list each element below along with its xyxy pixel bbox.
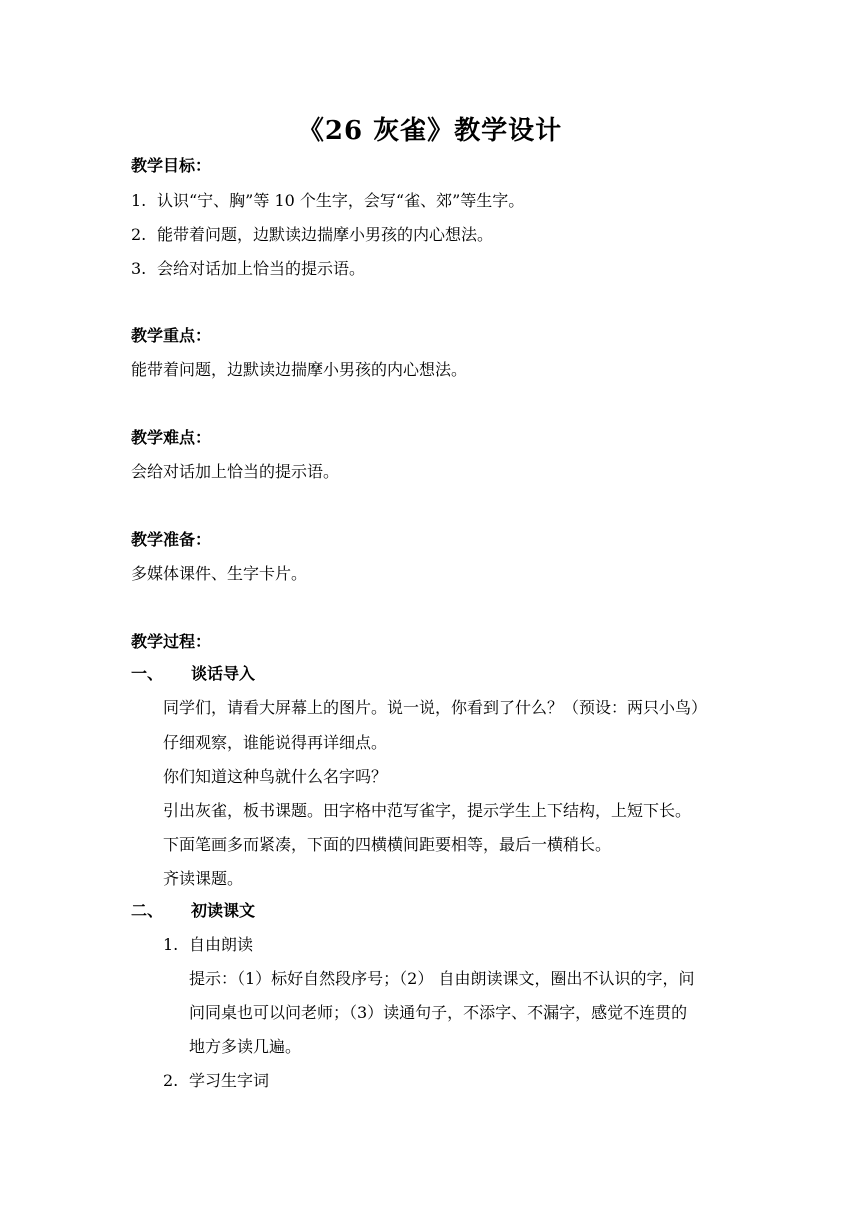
difficulty-heading: 教学难点： (131, 428, 212, 447)
preparation-heading: 教学准备： (131, 530, 212, 549)
goal-text: 会给对话加上恰当的提示语。 (157, 259, 366, 278)
section-1-line: 仔细观察，谁能说得再详细点。 (163, 733, 388, 752)
section-2-title: 初读课文 (191, 901, 256, 920)
goal-number: 1. (131, 191, 147, 210)
goal-text: 能带着问题，边默读边揣摩小男孩的内心想法。 (157, 225, 494, 244)
step-label: 学习生字词 (189, 1071, 270, 1090)
section-1-line: 同学们，请看大屏幕上的图片。说一说，你看到了什么？（预设：两只小鸟） (163, 698, 708, 717)
section-1-number: 一、 (131, 664, 164, 683)
step-2 (163, 1071, 269, 1091)
section-2-number: 二、 (131, 901, 164, 920)
step-label: 自由朗读 (189, 935, 254, 954)
process-heading: 教学过程： (131, 632, 212, 651)
key-point-text: 能带着问题，边默读边揣摩小男孩的内心想法。 (131, 360, 468, 379)
goal-item-3 (131, 259, 365, 279)
step-number: 1. (163, 935, 179, 954)
goal-number: 3. (131, 259, 147, 278)
section-1-line: 你们知道这种鸟就什么名字吗？ (163, 767, 388, 786)
document-title: 《26 灰雀》教学设计 (297, 116, 563, 146)
goal-item-1 (131, 191, 524, 211)
goal-text: 认识“宁、胸”等 10 个生字，会写“雀、郊”等生字。 (157, 191, 525, 210)
section-1-line: 引出灰雀，板书课题。田字格中范写雀字，提示学生上下结构，上短下长。 (163, 801, 692, 820)
goal-item-2 (131, 225, 493, 245)
preparation-text: 多媒体课件、生字卡片。 (131, 564, 308, 583)
step-1-hint-line: 地方多读几遍。 (189, 1037, 302, 1056)
step-number: 2. (163, 1071, 179, 1090)
section-1-line: 齐读课题。 (163, 869, 244, 888)
step-1-hint-line: 提示：（1）标好自然段序号；（2） 自由朗读课文，圈出不认识的字，问 (189, 969, 695, 988)
section-1-line: 下面笔画多而紧凑，下面的四横横间距要相等，最后一横稍长。 (163, 835, 612, 854)
goals-heading: 教学目标： (131, 156, 212, 175)
step-1-hint-line: 问同桌也可以问老师；（3）读通句子，不添字、不漏字，感觉不连贯的 (189, 1003, 688, 1022)
step-1 (163, 935, 253, 955)
section-1-title: 谈话导入 (191, 664, 256, 683)
key-point-heading: 教学重点： (131, 326, 212, 345)
goal-number: 2. (131, 225, 147, 244)
difficulty-text: 会给对话加上恰当的提示语。 (131, 462, 340, 481)
